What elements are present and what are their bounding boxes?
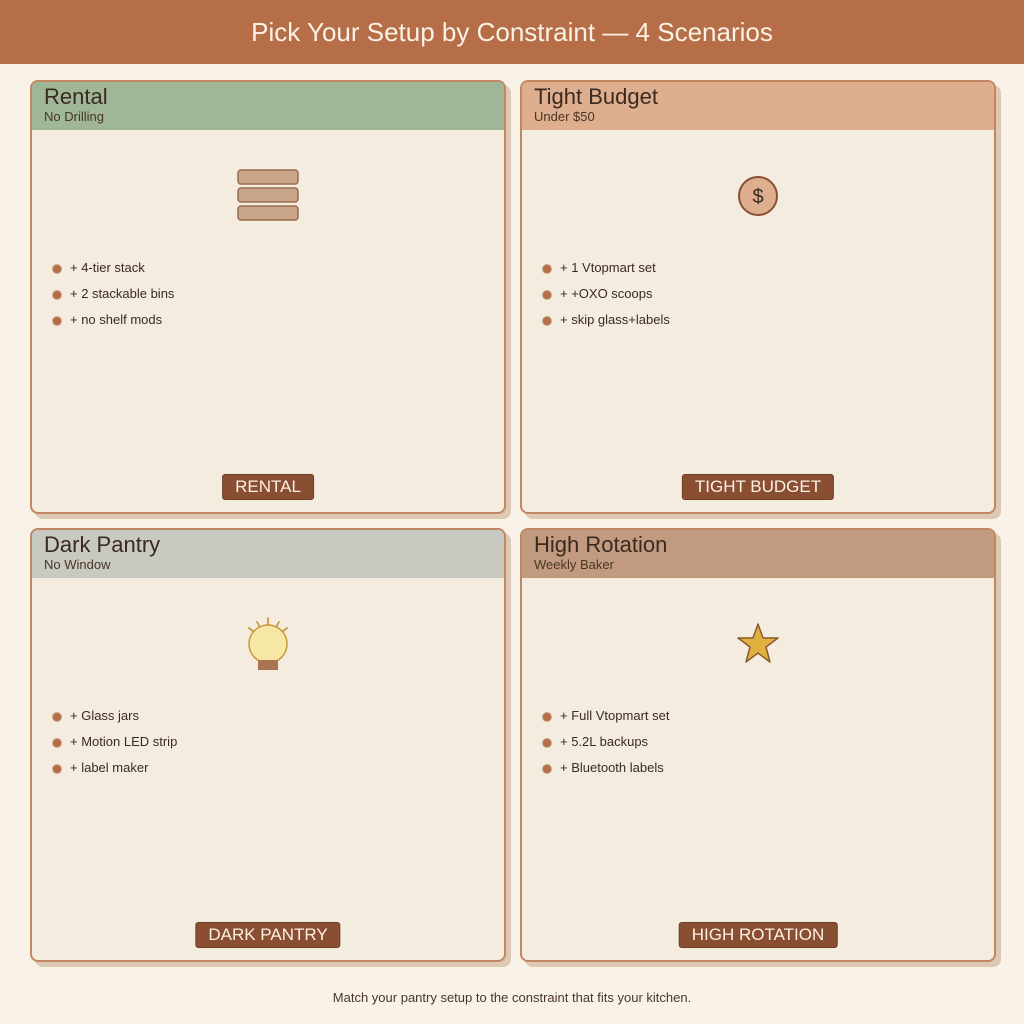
list-item: + skip glass+labels [542,310,670,336]
bullet-icon [52,264,62,274]
list-item: + 4-tier stack [52,258,174,284]
star-icon [736,622,780,666]
scenario-card-dark-pantry [30,528,506,962]
feature-list [542,258,670,336]
bullet-icon [542,264,552,274]
bullet-icon [52,738,62,748]
list-item: + Motion LED strip [52,732,177,758]
card-subtitle: No Window [44,557,111,572]
stacked-bins-icon [236,168,300,224]
card-subtitle: Weekly Baker [534,557,614,572]
card-header [522,530,994,578]
card-header [522,82,994,130]
feature-list [52,258,174,336]
bullet-icon [52,712,62,722]
scenario-tag: RENTAL [222,474,314,500]
scenario-card-tight-budget [520,80,996,514]
list-item: + no shelf mods [52,310,174,336]
scenario-card-high-rotation [520,528,996,962]
card-header [32,530,504,578]
scenario-tag: TIGHT BUDGET [682,474,834,500]
feature-list [542,706,669,784]
bullet-icon [52,764,62,774]
bullet-icon [52,316,62,326]
feature-list [52,706,177,784]
card-title: Tight Budget [534,84,658,109]
list-item: + Glass jars [52,706,177,732]
dollar-coin-icon [736,174,780,218]
scenario-tag: DARK PANTRY [195,922,340,948]
card-title: Dark Pantry [44,532,161,557]
bullet-icon [542,290,552,300]
scenario-tag: HIGH ROTATION [679,922,838,948]
header-bar [0,0,1024,64]
list-item: + +OXO scoops [542,284,670,310]
bullet-icon [542,764,552,774]
bullet-icon [542,738,552,748]
card-subtitle: Under $50 [534,109,595,124]
list-item: + label maker [52,758,177,784]
svg-text:$: $ [752,186,764,208]
page-title: Pick Your Setup by Constraint — 4 Scenarios [251,16,773,47]
bullet-icon [542,316,552,326]
list-item: + Full Vtopmart set [542,706,669,732]
card-title: Rental [44,84,108,109]
bullet-icon [52,290,62,300]
card-title: High Rotation [534,532,668,557]
card-subtitle: No Drilling [44,109,104,124]
scenario-card-rental [30,80,506,514]
footer-note: Match your pantry setup to the constraint that fits your kitchen. [332,990,692,1005]
card-header [32,82,504,130]
list-item: + 1 Vtopmart set [542,258,670,284]
list-item: + 5.2L backups [542,732,669,758]
list-item: + 2 stackable bins [52,284,174,310]
list-item: + Bluetooth labels [542,758,669,784]
light-bulb-icon [243,616,293,672]
bullet-icon [542,712,552,722]
